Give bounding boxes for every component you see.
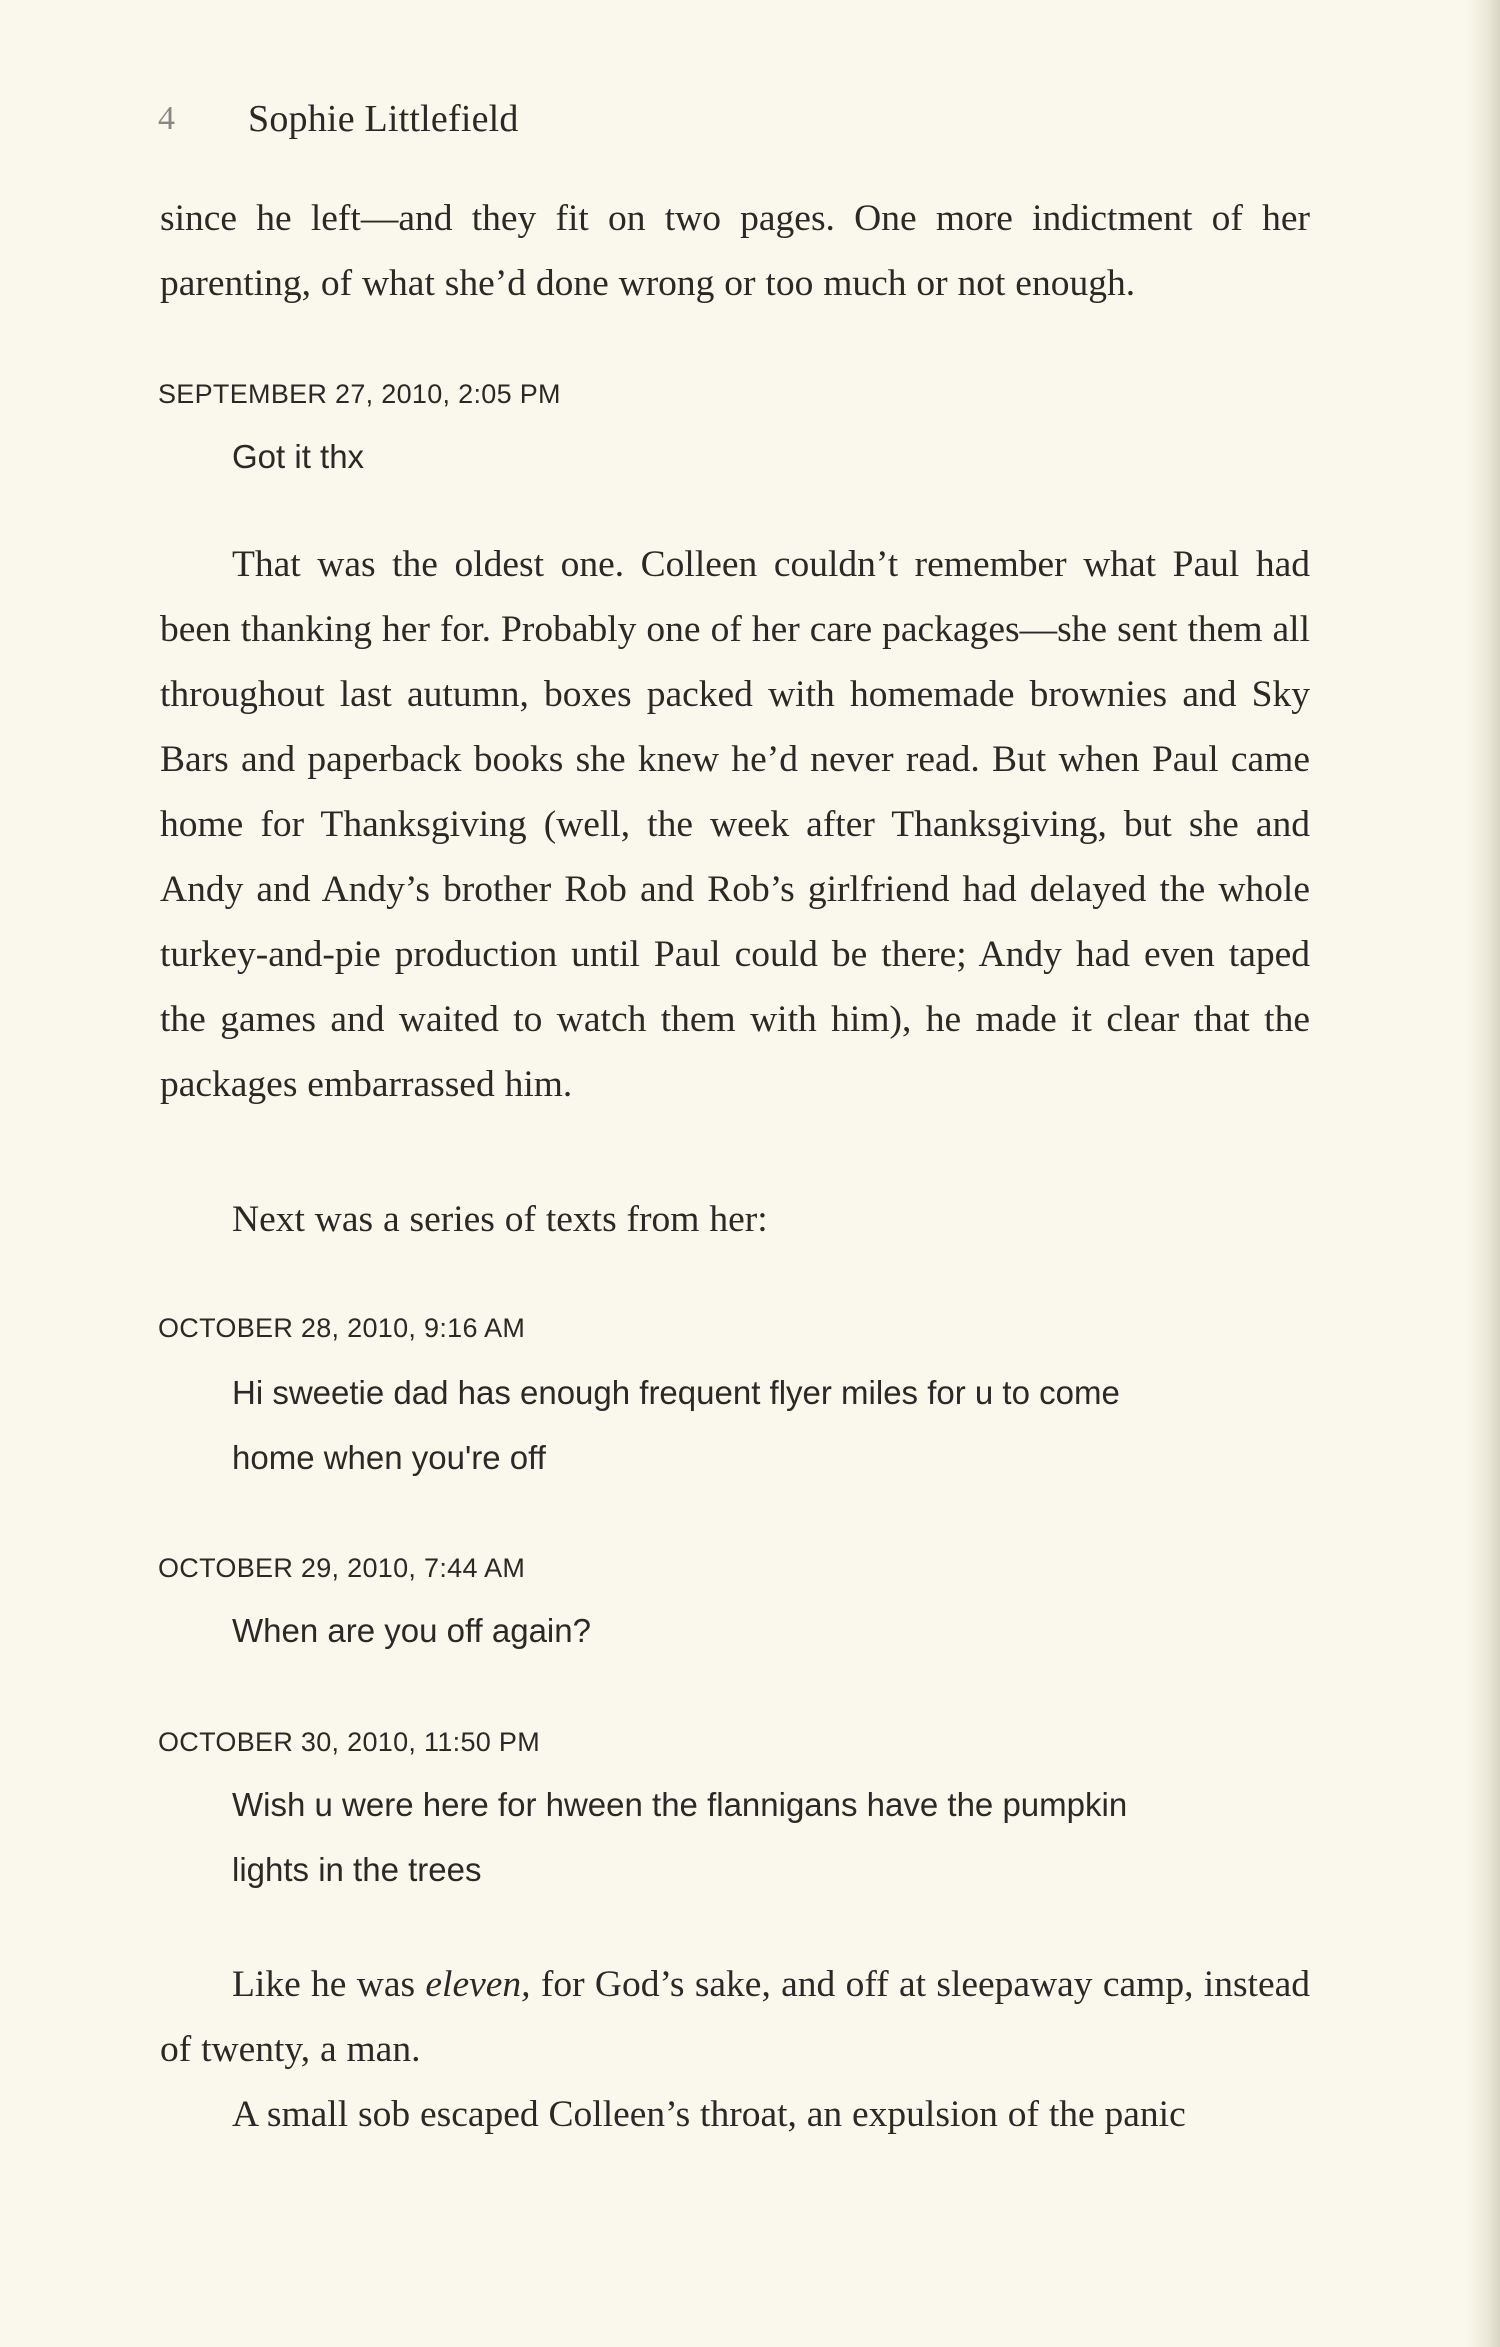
running-header [158,94,519,144]
page-number: 4 [158,100,176,137]
message-timestamp: OCTOBER 29, 2010, 7:44 AM [158,1553,526,1583]
message-line: home when you're off [232,1439,546,1476]
message-line: Hi sweetie dad has enough frequent flyer miles for u to come [232,1374,1120,1411]
paragraph-eleven [160,1952,1310,2082]
page-edge-shadow [1466,0,1500,2347]
text-message [232,1360,1282,1490]
paragraph-sob: A small sob escaped Colleen’s throat, an expulsion of the panic [232,2094,1186,2135]
author-name: Sophie Littlefield [248,98,519,140]
paragraph-text: Like he was [232,1964,426,2005]
emphasis-text: eleven, [425,1964,531,2005]
paragraph-oldest-text: That was the oldest one. Colleen couldn’t remember what Paul had been thanking her for. Probably one of her care packages—she sent them all throughout last autumn, boxes packed with homemade brownies and Sky Bars and paperback books she knew he’d never read. But when Paul came home for Thanksgiving (well, the week after Thanksgiving, but she and Andy and Andy’s brother Rob and Rob’s girlfriend had delayed the whole turkey-and-pie production until Paul could be there; Andy had even taped the games and waited to watch them with him), he made it clear that the packages embarrassed him. [160,544,1310,1105]
message-line: lights in the trees [232,1851,482,1888]
message-timestamp: SEPTEMBER 27, 2010, 2:05 PM [158,379,561,409]
paragraph-opening: since he left—and they fit on two pages. One more indictment of her parenting, of what she’d done wrong or too much or not enough. [160,198,1310,304]
text-message [232,1598,1282,1663]
message-line: Wish u were here for hween the flannigans have the pumpkin [232,1786,1128,1823]
text-message [232,1772,1282,1902]
message-line: When are you off again? [232,1612,591,1649]
message-line: Got it thx [232,438,365,475]
message-timestamp: OCTOBER 30, 2010, 11:50 PM [158,1727,540,1757]
text-message [232,424,1282,489]
paragraph-series-intro: Next was a series of texts from her: [232,1199,768,1240]
message-timestamp: OCTOBER 28, 2010, 9:16 AM [158,1313,526,1343]
paragraph-text: for God’s sake, and off at sleepaway camp, instead of twenty, a man. [160,1964,1310,2070]
